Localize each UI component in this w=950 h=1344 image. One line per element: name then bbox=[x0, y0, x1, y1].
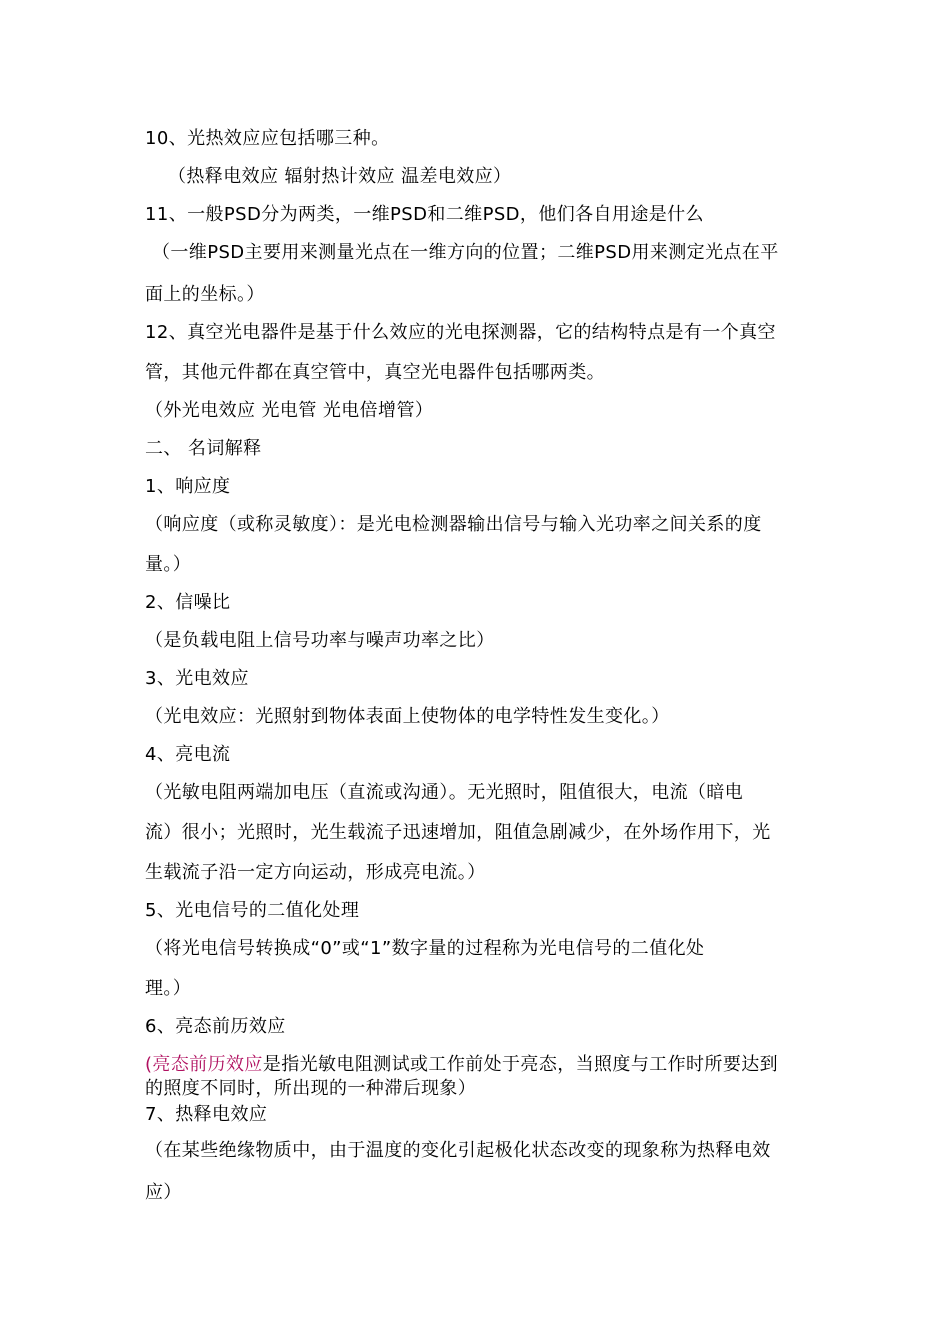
term-5: 5、光电信号的二值化处理 bbox=[145, 900, 360, 921]
line-q12-2: 管，其他元件都在真空管中，真空光电器件包括哪两类。 bbox=[145, 362, 605, 383]
term-2: 2、信噪比 bbox=[145, 592, 231, 613]
line-a12: （外光电效应 光电管 光电倍增管） bbox=[145, 400, 434, 421]
line-q12-1: 12、真空光电器件是基于什么效应的光电探测器，它的结构特点是有一个真空 bbox=[145, 322, 776, 343]
highlighted-term: (亮态前历效应 bbox=[145, 1054, 263, 1075]
def-6-1 bbox=[145, 1050, 778, 1076]
def-1-1: （响应度（或称灵敏度）：是光电检测器输出信号与输入光功率之间关系的度 bbox=[145, 514, 762, 535]
def-6-text: 是指光敏电阻测试或工作前处于亮态，当照度与工作时所要达到 bbox=[262, 1054, 779, 1075]
def-4-2: 流）很小；光照时，光生载流子迅速增加，阻值急剧减少，在外场作用下，光 bbox=[145, 822, 771, 843]
def-5-1: （将光电信号转换成“0”或“1”数字量的过程称为光电信号的二值化处 bbox=[145, 938, 705, 959]
line-a11-2: 面上的坐标。） bbox=[145, 284, 265, 305]
def-7-1: （在某些绝缘物质中，由于温度的变化引起极化状态改变的现象称为热释电效 bbox=[145, 1140, 771, 1161]
section-heading: 二、 名词解释 bbox=[145, 438, 262, 459]
term-4: 4、亮电流 bbox=[145, 744, 231, 765]
def-4-3: 生载流子沿一定方向运动，形成亮电流。） bbox=[145, 862, 486, 883]
term-6: 6、亮态前历效应 bbox=[145, 1016, 286, 1037]
term-1: 1、响应度 bbox=[145, 476, 231, 497]
def-1-2: 量。） bbox=[145, 554, 192, 575]
term-7: 7、热释电效应 bbox=[145, 1104, 268, 1125]
def-3: （光电效应：光照射到物体表面上使物体的电学特性发生变化。） bbox=[145, 706, 670, 727]
line-q10: 10、光热效应应包括哪三种。 bbox=[145, 128, 390, 149]
term-3: 3、光电效应 bbox=[145, 668, 249, 689]
def-6-2: 的照度不同时，所出现的一种滞后现象） bbox=[145, 1078, 477, 1099]
line-a11-1: （一维PSD主要用来测量光点在一维方向的位置；二维PSD用来测定光点在平 bbox=[152, 242, 779, 263]
line-a10: （热释电效应 辐射热计效应 温差电效应） bbox=[168, 166, 512, 187]
def-2: （是负载电阻上信号功率与噪声功率之比） bbox=[145, 630, 495, 651]
def-7-2: 应） bbox=[145, 1182, 182, 1203]
line-q11: 11、一般PSD分为两类，一维PSD和二维PSD，他们各自用途是什么 bbox=[145, 204, 704, 225]
def-4-1: （光敏电阻两端加电压（直流或沟通）。无光照时，阻值很大，电流（暗电 bbox=[145, 782, 744, 803]
def-5-2: 理。） bbox=[145, 978, 192, 999]
